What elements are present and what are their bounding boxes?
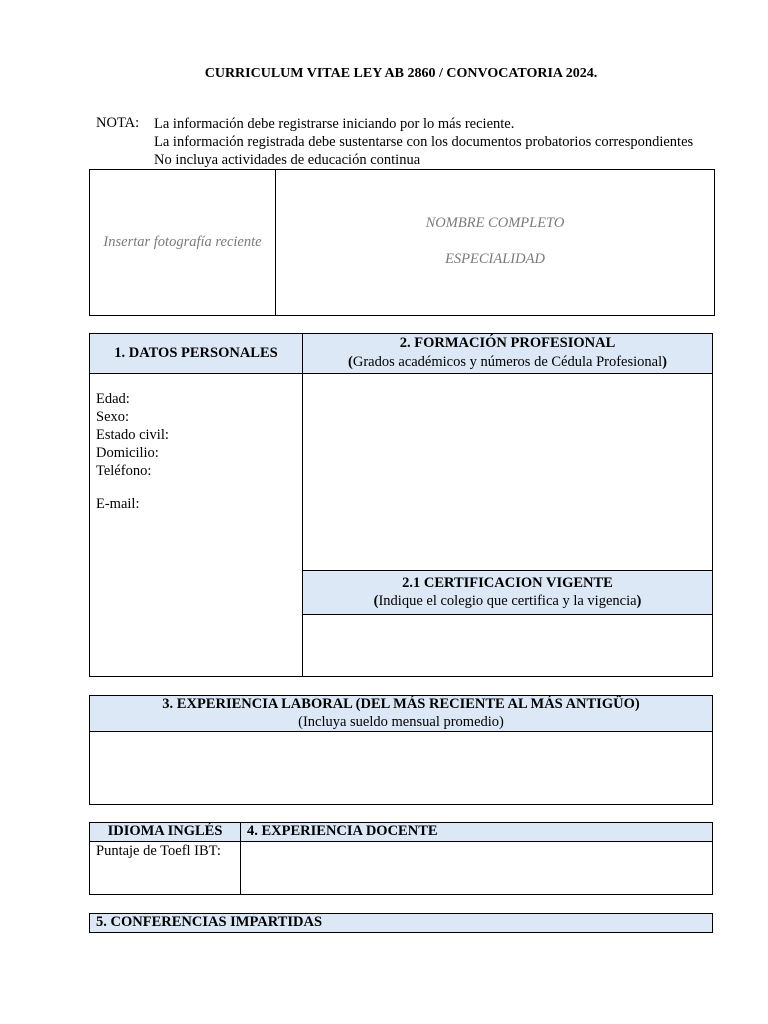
section2-subtitle	[303, 354, 712, 371]
nota-lines	[154, 115, 693, 169]
header-divider	[275, 169, 276, 316]
nota-label: NOTA:	[96, 115, 140, 131]
specialty-placeholder[interactable]: ESPECIALIDAD	[445, 251, 545, 267]
field-sexo[interactable]: Sexo:	[96, 409, 130, 425]
section21-subtitle-close: )	[636, 593, 642, 609]
section3-title: 3. EXPERIENCIA LABORAL (DEL MÁS RECIENTE AL MÁS ANTIGÜO)	[162, 696, 640, 712]
nota-line-2: La información registrada debe sustentarse con los documentos probatorios correspondientes	[154, 134, 694, 150]
section21-subtitle	[303, 593, 712, 610]
name-placeholder[interactable]: NOMBRE COMPLETO	[425, 215, 565, 231]
field-estado-civil[interactable]: Estado civil:	[96, 427, 169, 443]
section4-title: 4. EXPERIENCIA DOCENTE	[247, 823, 438, 839]
section5-title: 5. CONFERENCIAS IMPARTIDAS	[96, 914, 323, 930]
section4-content[interactable]	[241, 842, 712, 894]
section21-title: 2.1 CERTIFICACION VIGENTE	[402, 575, 613, 591]
section2-subtitle-open: (	[348, 354, 353, 370]
field-telefono[interactable]: Teléfono:	[96, 463, 152, 479]
photo-placeholder[interactable]: Insertar fotografía reciente	[103, 234, 262, 250]
section21-content[interactable]	[303, 615, 712, 676]
section2-subtitle-close: )	[662, 354, 667, 370]
section2-content[interactable]	[303, 374, 712, 570]
section21-top-line	[302, 570, 713, 571]
nota-line-3: No incluya actividades de educación continua	[154, 152, 421, 168]
section1-title: 1. DATOS PERSONALES	[114, 345, 278, 361]
section21-subtitle-text: Indique el colegio que certifica y la vigencia	[378, 593, 637, 609]
field-domicilio[interactable]: Domicilio:	[96, 445, 159, 461]
language-title: IDIOMA INGLÉS	[107, 823, 223, 839]
section21-subtitle-open: (	[373, 593, 379, 609]
section3-content[interactable]	[90, 732, 712, 804]
section2-subtitle-text: Grados académicos y números de Cédula Profesional	[352, 354, 663, 370]
section1-fields	[96, 390, 169, 480]
section2-title: 2. FORMACIÓN PROFESIONAL	[399, 335, 616, 351]
page-title: CURRICULUM VITAE LEY AB 2860 / CONVOCATORIA 2024.	[204, 66, 598, 81]
nota-line-1: La información debe registrarse iniciando por lo más reciente.	[154, 116, 515, 132]
field-email[interactable]: E-mail:	[96, 496, 140, 512]
field-edad[interactable]: Edad:	[96, 391, 130, 407]
toefl-field[interactable]: Puntaje de Toefl IBT:	[96, 843, 221, 859]
section3-subtitle: (Incluya sueldo mensual promedio)	[298, 714, 504, 730]
